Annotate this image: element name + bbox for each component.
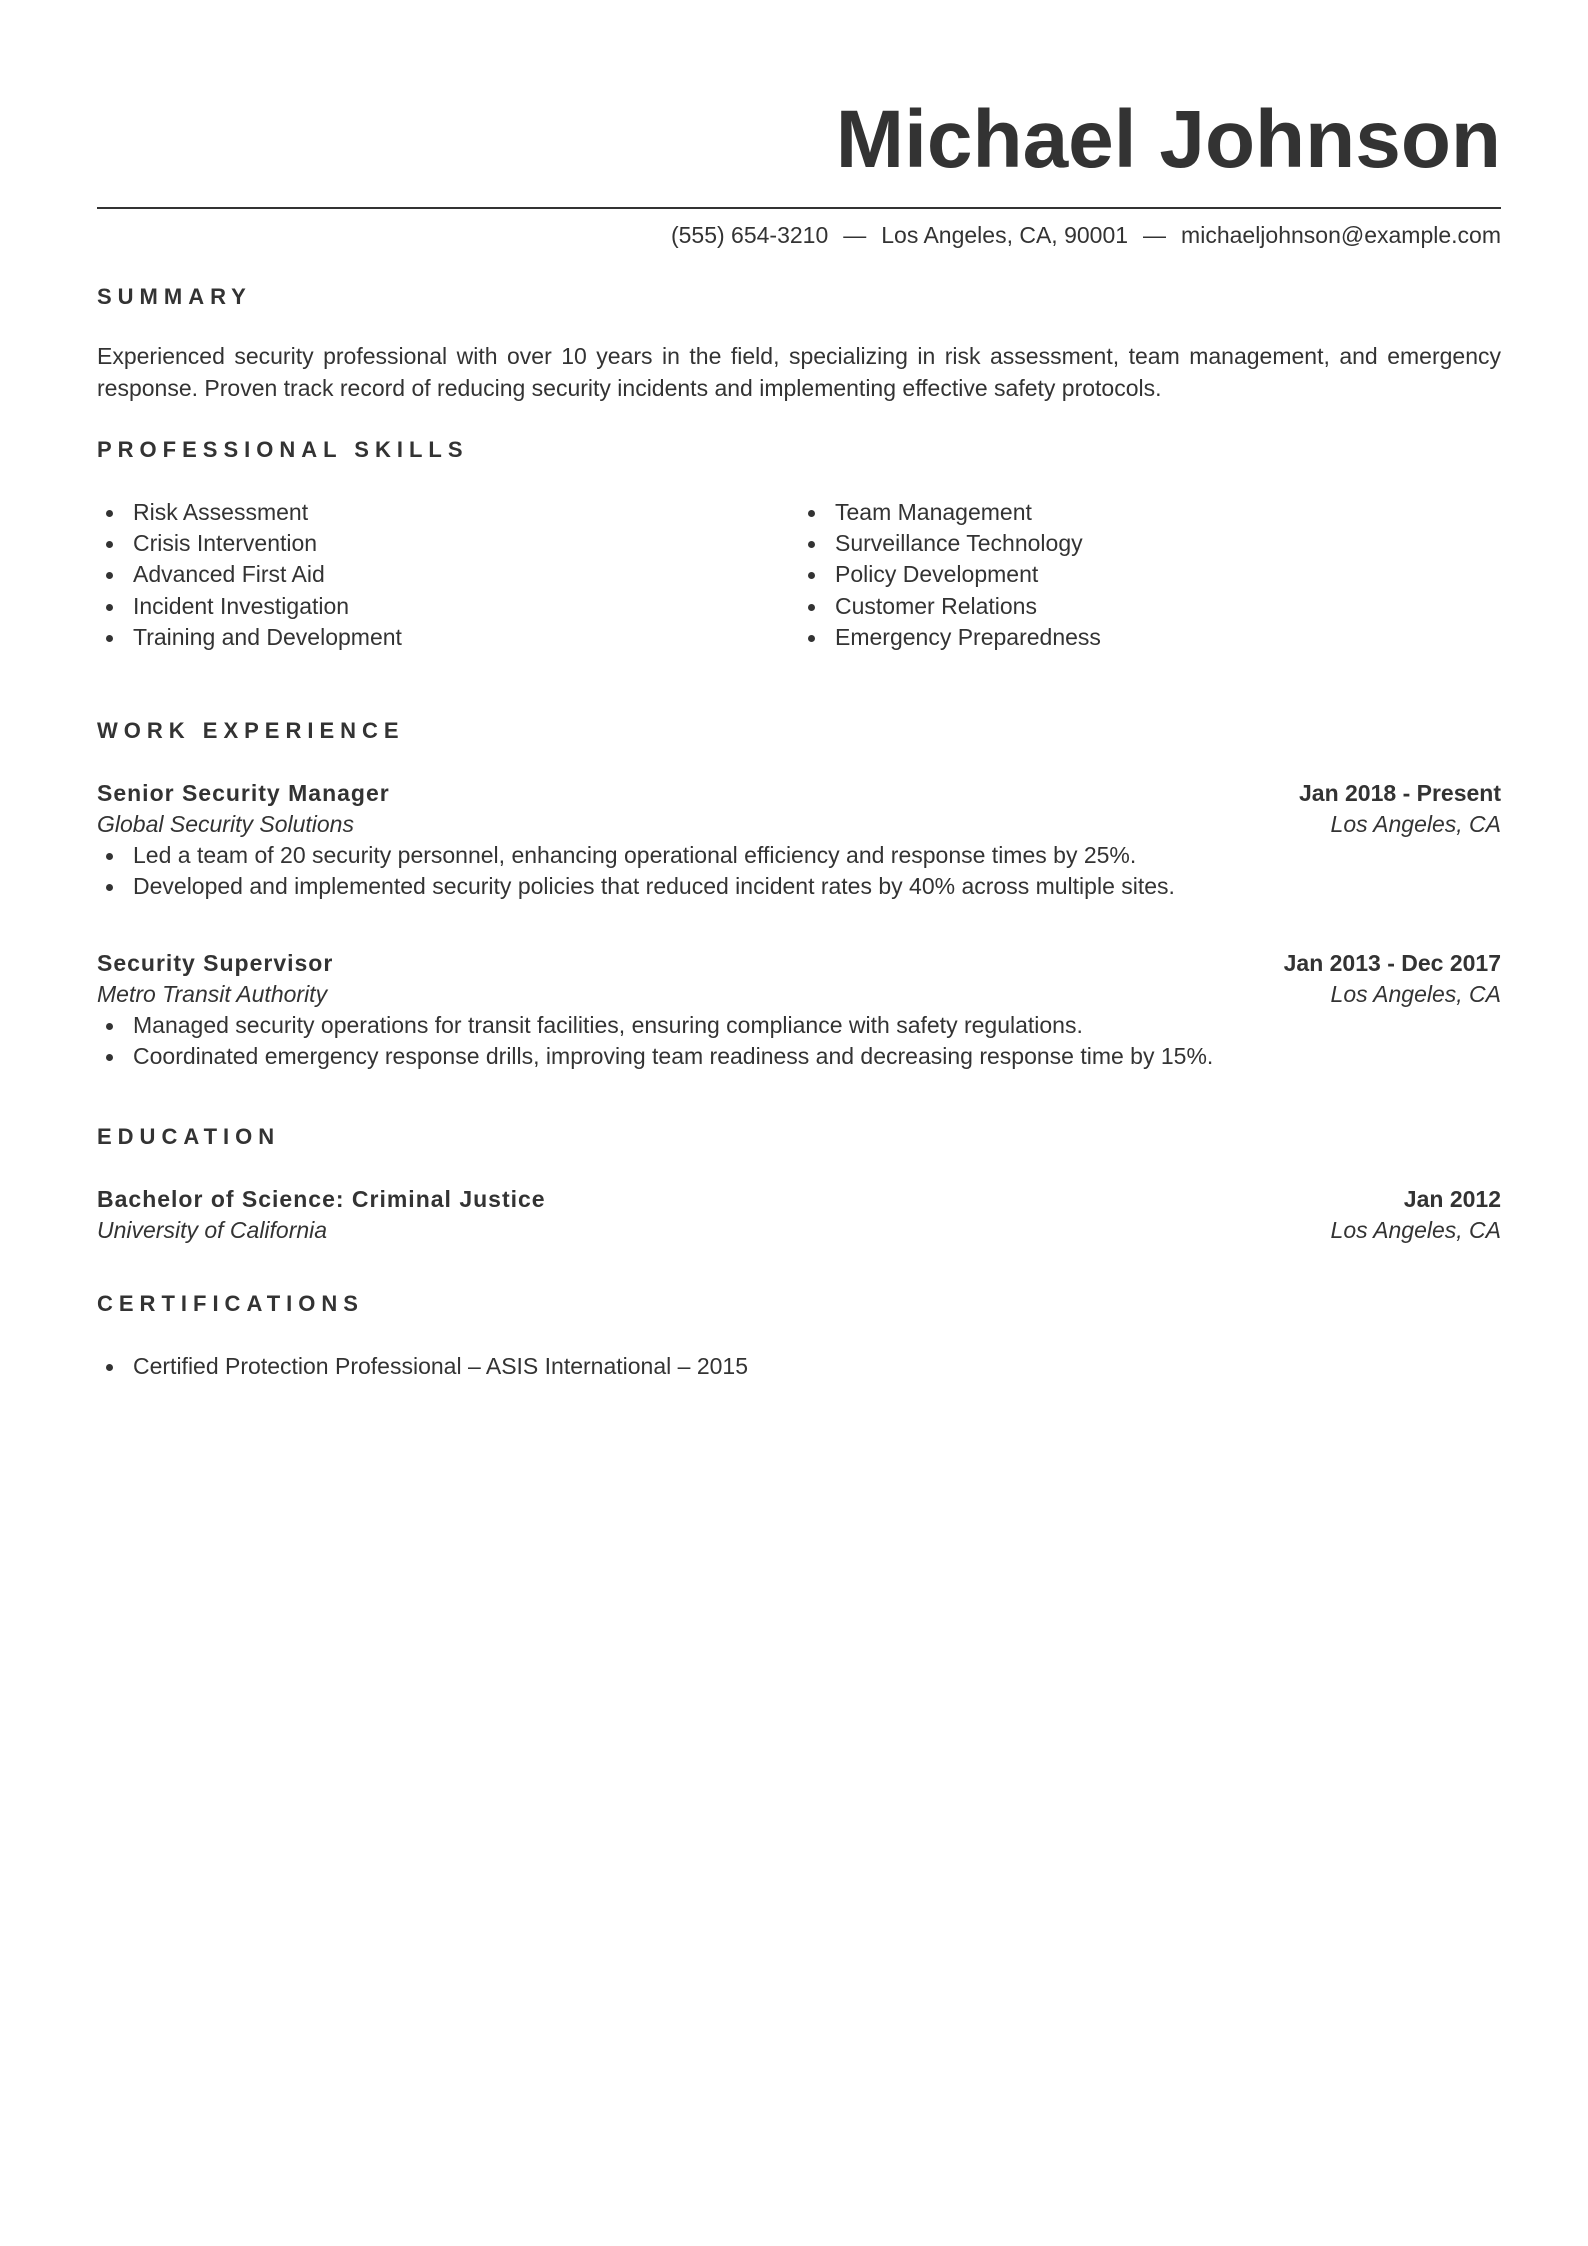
skill-item: Team Management [799,497,1101,528]
job-company: Metro Transit Authority [97,981,328,1007]
certification-item: Certified Protection Professional – ASIS International – 2015 [97,1351,748,1382]
contact-line [671,220,1501,250]
certifications-list [97,1351,748,1382]
skill-item: Incident Investigation [97,591,402,622]
skills-column-right [799,497,1101,653]
job-company: Global Security Solutions [97,811,354,837]
skill-item: Training and Development [97,622,402,653]
education-subheader-row [97,1215,1501,1246]
job-title: Senior Security Manager [97,780,390,806]
candidate-name: Michael Johnson [835,94,1501,185]
job-dates: Jan 2013 - Dec 2017 [1283,950,1501,976]
skills-list-left [97,497,402,653]
job-header-row [97,778,1501,809]
job-bullet: Led a team of 20 security personnel, enhancing operational efficiency and response times by 25%. [97,840,1501,871]
skill-item: Advanced First Aid [97,559,402,590]
skills-list-right [799,497,1101,653]
job-bullet-list [97,840,1501,902]
education-heading: EDUCATION [97,1124,281,1149]
degree: Bachelor of Science: Criminal Justice [97,1186,546,1212]
skill-item: Customer Relations [799,591,1101,622]
school-location: Los Angeles, CA [1330,1217,1501,1243]
job-bullet-list [97,1010,1501,1072]
skill-item: Emergency Preparedness [799,622,1101,653]
skill-item: Policy Development [799,559,1101,590]
summary-heading: SUMMARY [97,284,252,309]
job-title: Security Supervisor [97,950,334,976]
skill-item: Surveillance Technology [799,528,1101,559]
job-entry [97,778,1501,902]
header-divider [97,207,1501,209]
education-header-row [97,1184,1501,1215]
contact-email: michaeljohnson@example.com [1181,222,1501,248]
skills-column-left [97,497,402,653]
skill-item: Risk Assessment [97,497,402,528]
job-header-row [97,948,1501,979]
job-subheader-row [97,809,1501,840]
graduation-date: Jan 2012 [1403,1186,1501,1212]
contact-separator: — [1143,222,1167,248]
job-entry [97,948,1501,1072]
skill-item: Crisis Intervention [97,528,402,559]
job-bullet: Developed and implemented security policies that reduced incident rates by 40% across multiple sites. [97,871,1501,902]
contact-separator: — [843,222,867,248]
school: University of California [97,1217,328,1243]
job-location: Los Angeles, CA [1330,981,1501,1007]
job-bullet: Coordinated emergency response drills, improving team readiness and decreasing response time by 15%. [97,1041,1501,1072]
skills-heading: PROFESSIONAL SKILLS [97,437,469,462]
experience-heading: WORK EXPERIENCE [97,718,405,743]
job-dates: Jan 2018 - Present [1298,780,1501,806]
education-entry [97,1184,1501,1246]
job-location: Los Angeles, CA [1330,811,1501,837]
contact-phone: (555) 654-3210 [670,222,829,248]
summary-text: Experienced security professional with over 10 years in the field, specializing in risk assessment, team management, and emergency response. Proven track record of reducing security incidents and implementing effective safety protocols. [97,343,1501,401]
job-bullet: Managed security operations for transit facilities, ensuring compliance with safety regulations. [97,1010,1501,1041]
job-subheader-row [97,979,1501,1010]
certifications-heading: CERTIFICATIONS [97,1291,364,1316]
contact-location: Los Angeles, CA, 90001 [881,222,1129,248]
